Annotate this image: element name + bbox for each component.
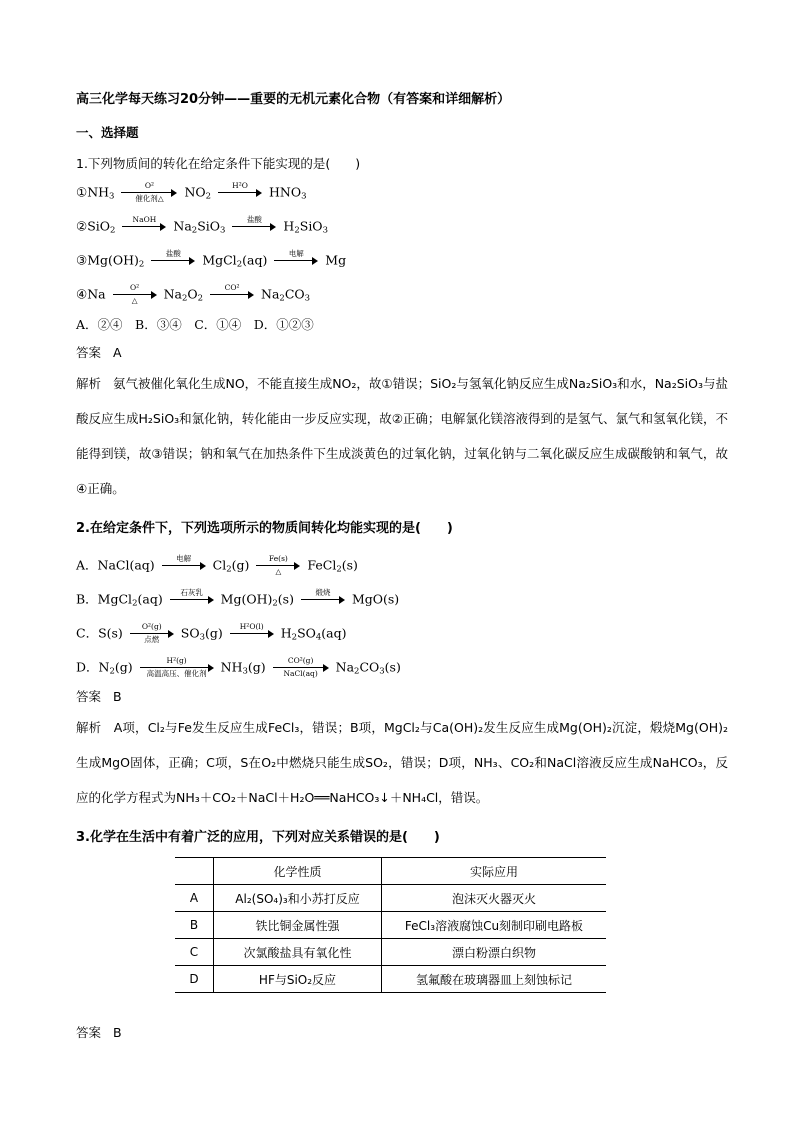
reaction-arrow: CO²(g) NaCl(aq) (273, 657, 329, 679)
table-cell: HF与SiO₂反应 (214, 966, 382, 993)
table-row (175, 912, 606, 939)
table-cell: C (175, 939, 214, 966)
table-cell: Al₂(SO₄)₃和小苏打反应 (214, 885, 382, 912)
reaction-arrow: O² 催化剂△ (121, 182, 177, 204)
q1-stem: 1.下列物质间的转化在给定条件下能实现的是( ) (76, 156, 361, 171)
reaction-arrow: NaOH (122, 216, 166, 238)
q2-analysis: 解析 A项，Cl₂与Fe发生反应生成FeCl₃，错误；B项，MgCl₂与Ca(OH)₂发生反应生成Mg(OH)₂沉淀，煅烧Mg(OH)₂生成MgO固体，正确；C项，S在O₂中燃烧只能生成SO₂，错误；D项，NH₃、CO₂和NaCl溶液反应生成NaHCO₃，反应的化学方程式为NH₃＋CO₂＋NaCl＋H₂O══NaHCO₃↓＋NH₄Cl，错误。 (76, 720, 728, 805)
reaction-arrow: H²O (218, 182, 262, 204)
q2-option-b: B．MgCl$_2$(aq) 石灰乳 $Mg(OH)_2(s)$ 煅烧 MgO(s) (76, 589, 399, 613)
reaction-arrow: CO² (210, 284, 254, 306)
reaction-arrow: Fe(s) △ (256, 555, 300, 577)
table-row (175, 966, 606, 993)
reaction-arrow: 石灰乳 (170, 589, 214, 611)
q1-options: A．②④ B．③④ C．①④ D．①②③ (76, 317, 314, 332)
q1-route-1: $①NH_3$ O² 催化剂△ $NO_2$ H²O $HNO_3$ (76, 181, 307, 203)
q3-stem: 3.化学在生活中有着广泛的应用，下列对应关系错误的是( ) (76, 830, 440, 845)
table-cell: B (175, 912, 214, 939)
table-header-row (175, 858, 606, 885)
q3-answer: 答案 B (76, 1025, 122, 1040)
q1-route-4: ④Na O² △ $Na_2O_2$ CO² $Na_2CO_3$ (76, 283, 311, 305)
reaction-arrow: H²(g) 高温高压、催化剂 (140, 657, 214, 679)
reaction-arrow: 盐酸 (232, 216, 276, 238)
reaction-arrow: 电解 (274, 250, 318, 272)
table-cell: 氢氟酸在玻璃器皿上刻蚀标记 (382, 966, 607, 993)
q1-route-3: $③Mg(OH)_2$ 盐酸 MgCl$_2$(aq) 电解 Mg (76, 250, 346, 274)
page-title: 高三化学每天练习20分钟——重要的无机元素化合物（有答案和详细解析） (76, 92, 511, 107)
table-row (175, 885, 606, 912)
table-cell: 漂白粉漂白织物 (382, 939, 607, 966)
table-row (175, 939, 606, 966)
section-heading: 一、选择题 (76, 125, 139, 140)
reaction-arrow: O²(g) 点燃 (130, 623, 174, 645)
q2-option-c: C．S(s) O²(g) 点燃 $SO_3(g)$ H²O(l) $H_2SO_4(aq)$ (76, 622, 347, 644)
q2-option-d: D．$N_2(g)$ H²(g) 高温高压、催化剂 $NH_3(g)$ CO²(g) NaCl(aq) $Na_2CO_3(s)$ (76, 656, 401, 678)
q2-answer: 答案 B (76, 689, 122, 704)
q1-answer: 答案 A (76, 345, 122, 360)
reaction-arrow: H²O(l) (230, 623, 274, 645)
table-header: 化学性质 (214, 858, 382, 885)
table-cell: D (175, 966, 214, 993)
table-cell (175, 858, 214, 885)
q2-stem: 2.在给定条件下，下列选项所示的物质间转化均能实现的是( ) (76, 521, 453, 536)
reaction-arrow: 电解 (162, 555, 206, 577)
q3-table (175, 857, 606, 993)
q1-route-2: ②SiO$_2$ NaOH $Na_2SiO_3$ 盐酸 $H_2SiO_3$ (76, 216, 328, 240)
table-cell: 泡沫灭火器灭火 (382, 885, 607, 912)
table-header: 实际应用 (382, 858, 607, 885)
reaction-arrow: 盐酸 (151, 250, 195, 272)
q1-analysis: 解析 氨气被催化氧化生成NO，不能直接生成NO₂，故①错误；SiO₂与氢氧化钠反应生成Na₂SiO₃和水，Na₂SiO₃与盐酸反应生成H₂SiO₃和氯化钠，转化能由一步反应实现，故②正确；电解氯化镁溶液得到的是氢气、氯气和氢氧化镁，不能得到镁，故③错误；钠和氧气在加热条件下生成淡黄色的过氧化钠，过氧化钠与二氧化碳反应生成碳酸钠和氧气，故④正确。 (76, 376, 728, 496)
reaction-arrow: O² △ (113, 284, 157, 306)
table-cell: 铁比铜金属性强 (214, 912, 382, 939)
q2-option-a: A．NaCl(aq) 电解 $Cl_2(g)$ Fe(s) △ FeCl$_2$(s) (76, 554, 358, 576)
table-cell: 次氯酸盐具有氧化性 (214, 939, 382, 966)
table-cell: FeCl₃溶液腐蚀Cu刻制印刷电路板 (382, 912, 607, 939)
table-cell: A (175, 885, 214, 912)
reaction-arrow: 煅烧 (301, 589, 345, 611)
